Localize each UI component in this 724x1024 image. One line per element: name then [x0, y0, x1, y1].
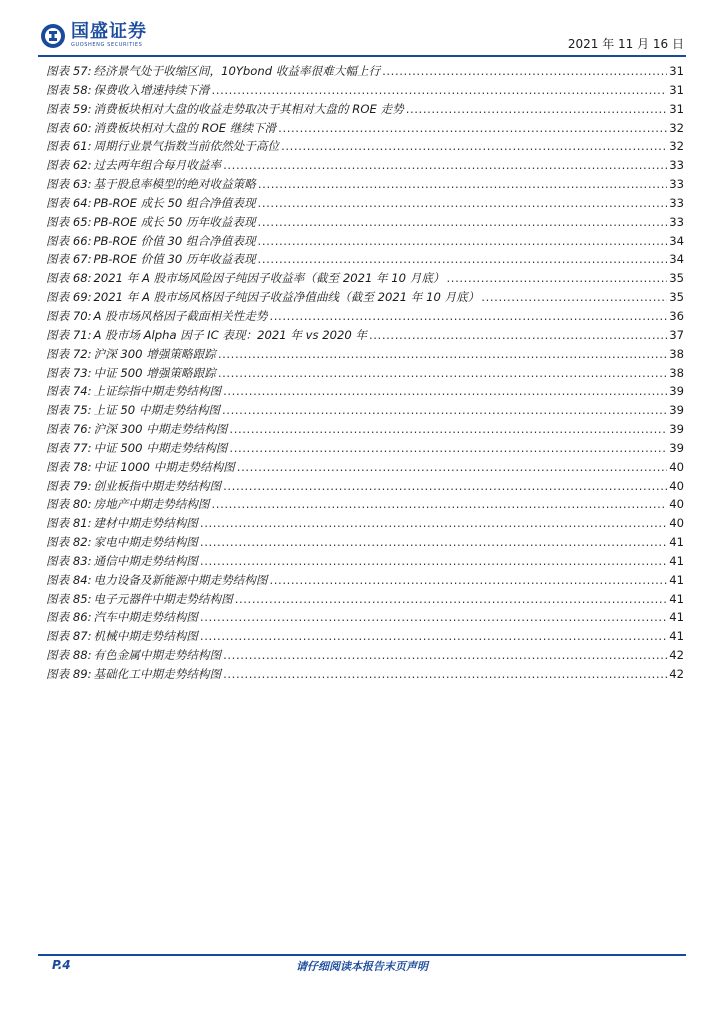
page-number: P.4: [52, 958, 71, 972]
toc-dot-leader: [258, 213, 668, 232]
toc-dot-leader: [235, 590, 668, 609]
toc-dot-leader: [223, 665, 667, 684]
toc-dot-leader: [200, 514, 667, 533]
toc-entry[interactable]: [46, 175, 684, 194]
toc-dot-leader: [222, 401, 667, 420]
toc-entry-title: 创业板指中期走势结构图: [93, 478, 222, 493]
toc-entry-title: 中证 1000 中期走势结构图: [93, 459, 235, 474]
toc-entry[interactable]: [46, 81, 684, 100]
toc-entry[interactable]: [46, 137, 684, 156]
toc-entry[interactable]: [46, 401, 684, 420]
toc-entry[interactable]: [46, 232, 684, 251]
toc-dot-leader: [218, 364, 667, 383]
toc-dot-leader: [258, 250, 668, 269]
toc-entry-title: PB-ROE 成长 50 组合净值表现: [93, 195, 256, 210]
toc-entry-page: 35: [669, 271, 684, 286]
toc-entry-label: 图表 57:: [46, 64, 92, 78]
toc-entry-page: 40: [669, 516, 684, 531]
toc-entry[interactable]: [46, 552, 684, 571]
toc-entry[interactable]: [46, 627, 684, 646]
toc-entry-page: 39: [669, 422, 684, 437]
toc-entry-page: 40: [669, 478, 684, 493]
toc-entry-title: PB-ROE 价值 30 组合净值表现: [93, 233, 256, 248]
figure-list: [46, 62, 684, 684]
toc-entry-page: 41: [669, 572, 684, 587]
toc-entry-page: 39: [669, 403, 684, 418]
toc-entry[interactable]: [46, 608, 684, 627]
toc-entry-title: 过去两年组合每月收益率: [93, 158, 222, 173]
toc-dot-leader: [258, 232, 668, 251]
toc-entry-title: PB-ROE 成长 50 历年收益表现: [93, 214, 256, 229]
toc-entry-title: 建材中期走势结构图: [93, 516, 198, 531]
toc-entry-label: 图表 89:: [46, 667, 92, 681]
toc-dot-leader: [269, 571, 667, 590]
toc-entry[interactable]: [46, 364, 684, 383]
toc-entry[interactable]: [46, 439, 684, 458]
toc-dot-leader: [406, 100, 668, 119]
toc-entry-label: 图表 60:: [46, 120, 92, 135]
toc-entry-page: 32: [669, 120, 684, 135]
toc-dot-leader: [481, 288, 667, 307]
toc-entry[interactable]: [46, 119, 684, 138]
toc-entry-label: 图表 82:: [46, 535, 92, 550]
toc-entry[interactable]: [46, 477, 684, 496]
logo-emblem-icon: [40, 23, 66, 49]
company-logo: [40, 22, 147, 49]
toc-entry-title: PB-ROE 价值 30 历年收益表现: [93, 252, 256, 267]
footer-divider: [38, 954, 686, 956]
toc-entry[interactable]: [46, 194, 684, 213]
toc-entry[interactable]: [46, 420, 684, 439]
toc-entry-page: 42: [669, 648, 684, 663]
toc-entry-page: 33: [669, 214, 684, 229]
toc-entry-title: 基于股息率模型的绝对收益策略: [93, 177, 256, 192]
toc-entry-label: 图表 75:: [46, 403, 92, 418]
toc-entry-title: 上证综指中期走势结构图: [93, 384, 222, 399]
toc-entry-title: 消费板块相对大盘的收益走势取决于其相对大盘的 ROE 走势: [93, 101, 404, 116]
toc-entry-title: 通信中期走势结构图: [93, 553, 198, 568]
logo-name-en: GUOSHENG SECURITIES: [71, 42, 143, 48]
toc-entry[interactable]: [46, 646, 684, 665]
toc-entry[interactable]: [46, 533, 684, 552]
toc-dot-leader: [281, 137, 667, 156]
toc-entry[interactable]: [46, 326, 684, 345]
toc-entry-label: 图表 59:: [46, 101, 92, 116]
toc-entry-page: 41: [669, 629, 684, 644]
toc-entry-title: 机械中期走势结构图: [93, 629, 198, 644]
toc-entry-title: 电子元器件中期走势结构图: [93, 591, 233, 606]
toc-entry[interactable]: [46, 307, 684, 326]
toc-entry-title: 基础化工中期走势结构图: [93, 667, 222, 681]
toc-entry-title: 沪深 300 中期走势结构图: [93, 422, 228, 437]
toc-dot-leader: [447, 269, 668, 288]
toc-dot-leader: [200, 627, 667, 646]
toc-entry-page: 33: [669, 195, 684, 210]
toc-entry-title: 家电中期走势结构图: [93, 535, 198, 550]
toc-entry-label: 图表 68:: [46, 271, 92, 286]
header-divider: [38, 55, 686, 57]
toc-dot-leader: [200, 552, 667, 571]
toc-dot-leader: [223, 646, 667, 665]
toc-entry-page: 33: [669, 158, 684, 173]
toc-entry-title: 经济景气处于收缩区间，10Ybond 收益率很难大幅上行: [93, 64, 381, 78]
toc-entry-label: 图表 71:: [46, 327, 92, 342]
toc-entry-label: 图表 85:: [46, 591, 92, 606]
toc-entry-label: 图表 86:: [46, 610, 92, 625]
toc-entry[interactable]: [46, 514, 684, 533]
toc-entry-label: 图表 63:: [46, 177, 92, 192]
toc-entry-label: 图表 74:: [46, 384, 92, 399]
toc-entry-label: 图表 72:: [46, 346, 92, 361]
toc-entry[interactable]: [46, 665, 684, 684]
toc-entry-page: 35: [669, 290, 684, 305]
toc-entry-title: 电力设备及新能源中期走势结构图: [93, 572, 268, 587]
toc-entry[interactable]: [46, 571, 684, 590]
toc-entry-page: 36: [669, 308, 684, 323]
toc-entry-title: 中证 500 增强策略跟踪: [93, 365, 216, 380]
toc-dot-leader: [269, 307, 667, 326]
toc-entry[interactable]: [46, 590, 684, 609]
toc-entry[interactable]: [46, 288, 684, 307]
toc-entry-page: 37: [669, 327, 684, 342]
toc-entry-page: 41: [669, 535, 684, 550]
toc-entry-label: 图表 83:: [46, 553, 92, 568]
toc-entry-title: 沪深 300 增强策略跟踪: [93, 346, 216, 361]
toc-entry-page: 39: [669, 384, 684, 399]
toc-dot-leader: [200, 608, 667, 627]
toc-dot-leader: [223, 382, 667, 401]
toc-dot-leader: [223, 477, 667, 496]
toc-entry-page: 40: [669, 497, 684, 512]
toc-dot-leader: [212, 81, 668, 100]
toc-entry[interactable]: [46, 269, 684, 288]
report-date: 2021 年 11 月 16 日: [567, 37, 684, 51]
toc-dot-leader: [258, 175, 667, 194]
toc-entry-title: 上证 50 中期走势结构图: [93, 403, 221, 418]
toc-entry-page: 31: [669, 82, 684, 97]
logo-name-cn: 国盛证券: [71, 21, 147, 42]
toc-entry[interactable]: [46, 213, 684, 232]
toc-entry[interactable]: [46, 458, 684, 477]
toc-entry-label: 图表 61:: [46, 139, 92, 154]
toc-dot-leader: [229, 420, 667, 439]
toc-entry[interactable]: [46, 382, 684, 401]
toc-entry[interactable]: [46, 62, 684, 81]
toc-entry-title: 2021 年 A 股市场风格因子纯因子收益净值曲线（截至 2021 年 10 月底）: [93, 290, 480, 305]
toc-entry-label: 图表 69:: [46, 290, 92, 305]
toc-entry-page: 33: [669, 177, 684, 192]
toc-dot-leader: [237, 458, 667, 477]
toc-entry-label: 图表 67:: [46, 252, 92, 267]
toc-entry-label: 图表 73:: [46, 365, 92, 380]
toc-entry-label: 图表 79:: [46, 478, 92, 493]
toc-entry-title: 保费收入增速持续下滑: [93, 82, 210, 97]
toc-entry-label: 图表 81:: [46, 516, 92, 531]
toc-entry-page: 31: [669, 101, 684, 116]
toc-entry[interactable]: [46, 156, 684, 175]
toc-entry-page: 41: [669, 591, 684, 606]
toc-entry-label: 图表 80:: [46, 497, 92, 512]
toc-entry-title: 周期行业景气指数当前依然处于高位: [93, 139, 280, 154]
toc-entry-page: 42: [669, 667, 684, 681]
toc-entry-label: 图表 58:: [46, 82, 92, 97]
toc-entry-title: 中证 500 中期走势结构图: [93, 440, 228, 455]
toc-dot-leader: [212, 495, 668, 514]
toc-dot-leader: [223, 156, 667, 175]
toc-entry-page: 31: [669, 64, 684, 78]
toc-entry-title: 汽车中期走势结构图: [93, 610, 198, 625]
toc-entry-title: 2021 年 A 股市场风险因子纯因子收益率（截至 2021 年 10 月底）: [93, 271, 445, 286]
toc-entry-label: 图表 88:: [46, 648, 92, 663]
toc-entry-title: 消费板块相对大盘的 ROE 继续下滑: [93, 120, 277, 135]
toc-dot-leader: [382, 62, 667, 81]
disclaimer-note: 请仔细阅读本报告末页声明: [296, 960, 428, 973]
toc-entry-label: 图表 70:: [46, 308, 92, 323]
toc-dot-leader: [258, 194, 668, 213]
toc-entry-page: 32: [669, 139, 684, 154]
toc-entry-label: 图表 66:: [46, 233, 92, 248]
toc-dot-leader: [229, 439, 667, 458]
toc-entry-page: 39: [669, 440, 684, 455]
toc-entry-page: 41: [669, 553, 684, 568]
toc-entry-label: 图表 64:: [46, 195, 92, 210]
toc-entry-label: 图表 77:: [46, 440, 92, 455]
toc-dot-leader: [218, 345, 667, 364]
toc-dot-leader: [200, 533, 667, 552]
toc-entry[interactable]: [46, 100, 684, 119]
toc-dot-leader: [278, 119, 667, 138]
toc-entry-page: 40: [669, 459, 684, 474]
toc-entry[interactable]: [46, 250, 684, 269]
toc-entry-page: 34: [669, 233, 684, 248]
toc-entry-label: 图表 87:: [46, 629, 92, 644]
toc-entry-label: 图表 62:: [46, 158, 92, 173]
toc-entry-title: 有色金属中期走势结构图: [93, 648, 222, 663]
toc-dot-leader: [369, 326, 667, 345]
toc-entry-page: 38: [669, 346, 684, 361]
toc-entry-title: 房地产中期走势结构图: [93, 497, 210, 512]
toc-entry-page: 34: [669, 252, 684, 267]
toc-entry-title: A 股市场风格因子截面相关性走势: [93, 308, 268, 323]
toc-entry-label: 图表 76:: [46, 422, 92, 437]
toc-entry-label: 图表 78:: [46, 459, 92, 474]
toc-entry[interactable]: [46, 495, 684, 514]
toc-entry-label: 图表 84:: [46, 572, 92, 587]
toc-entry-page: 41: [669, 610, 684, 625]
toc-entry-page: 38: [669, 365, 684, 380]
toc-entry-label: 图表 65:: [46, 214, 92, 229]
page-header: [0, 0, 724, 60]
toc-entry[interactable]: [46, 345, 684, 364]
toc-entry-title: A 股市场 Alpha 因子 IC 表现：2021 年 vs 2020 年: [93, 327, 367, 342]
